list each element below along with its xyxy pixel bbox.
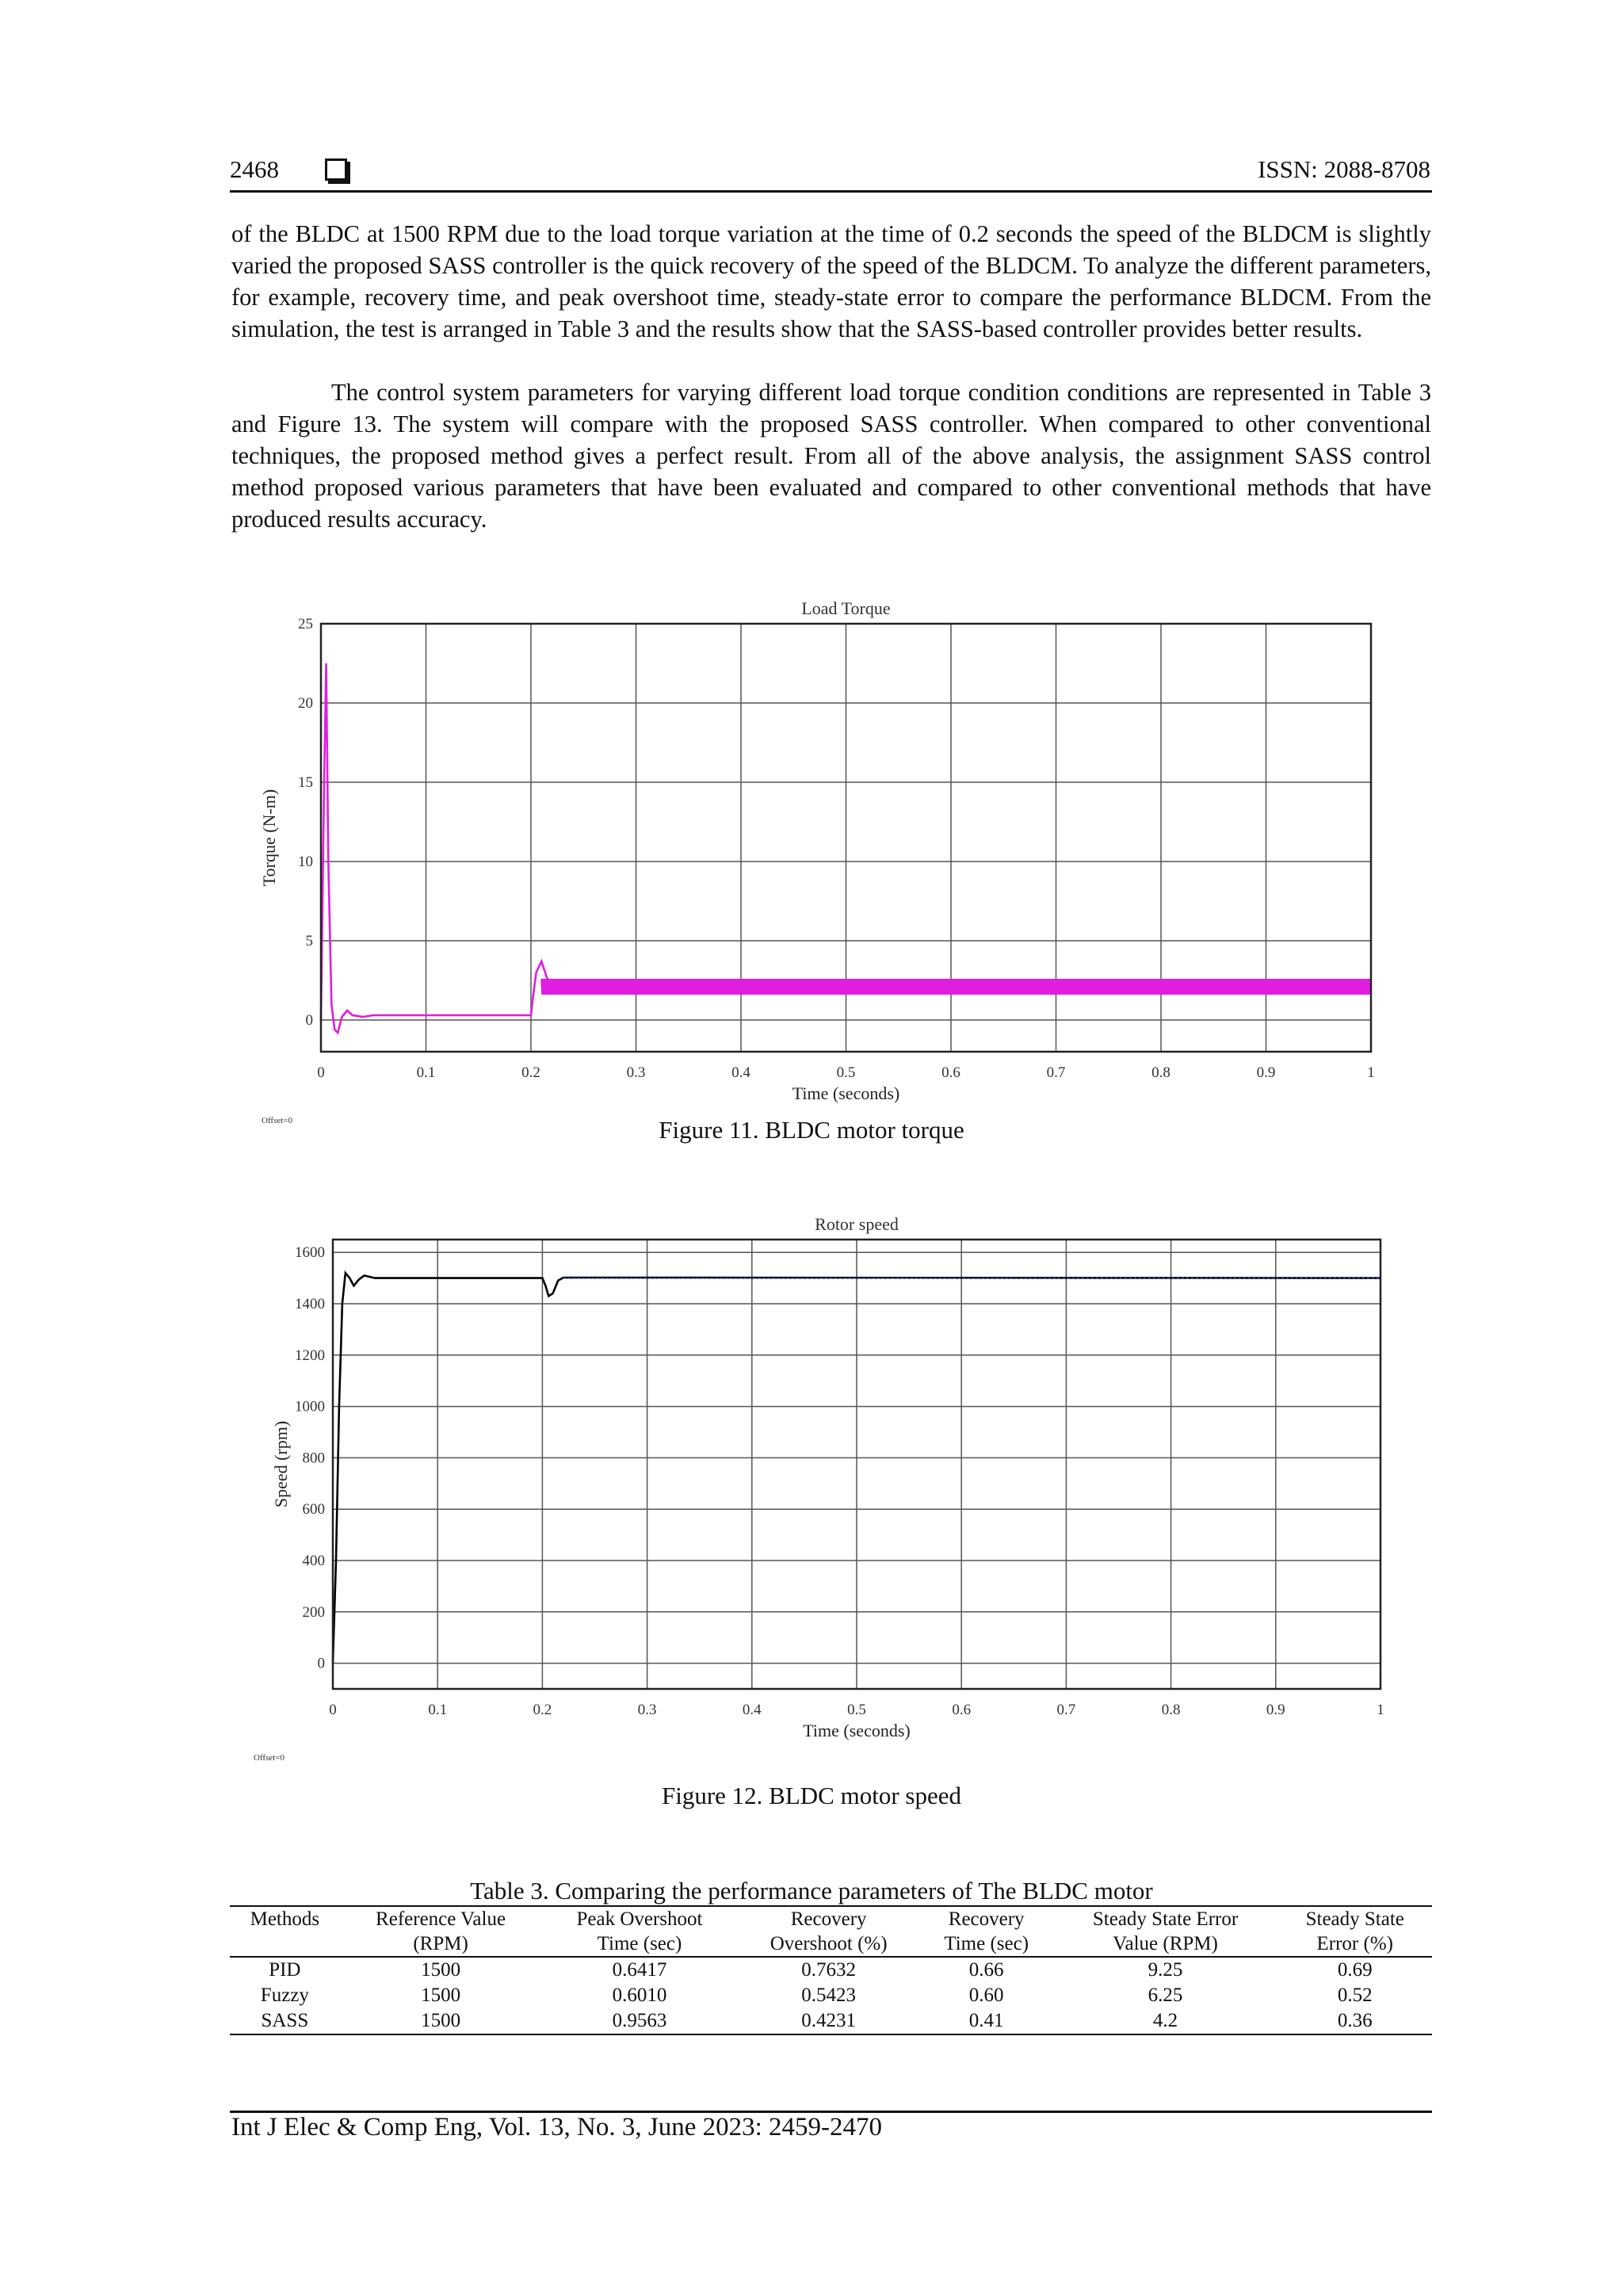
- table-cell: 1500: [421, 2010, 461, 2031]
- table-cell: PID: [269, 1959, 301, 1981]
- footer-citation: Int J Elec & Comp Eng, Vol. 13, No. 3, June 2023: 2459-2470: [231, 2113, 883, 2141]
- y-tick-label: 600: [302, 1501, 325, 1519]
- table-cell: 0.69: [1337, 1959, 1373, 1981]
- table-header-text: (RPM): [413, 1933, 468, 1954]
- table-row: [230, 1957, 1432, 1983]
- x-tick-label: 0.7: [1056, 1702, 1076, 1718]
- paragraph-2: The control system parameters for varying different load torque condition conditions are represented in Table 3 and Figure 13. The system will compare with the proposed SASS controller. When compared to other conventional techniques, the proposed method gives a perfect result. From all of the above analysis, the assignment SASS control method proposed various parameters that have been evaluated and compared to other conventional methods that have produced results accuracy.: [231, 379, 1431, 533]
- table-header-text: Recovery: [948, 1908, 1025, 1930]
- x-tick-label: 0.9: [1266, 1702, 1285, 1718]
- x-tick-label: 0.9: [1256, 1064, 1276, 1081]
- table-cell: 6.25: [1148, 1985, 1183, 2006]
- y-tick-label: 0: [317, 1655, 325, 1672]
- table-cell: SASS: [261, 2010, 309, 2031]
- y-tick-label: 15: [298, 774, 313, 791]
- table-cell: 0.9563: [612, 2010, 667, 2031]
- table-header-text: Time (sec): [597, 1933, 682, 1954]
- table-cell: 0.41: [968, 2010, 1004, 2031]
- y-tick-label: 5: [305, 933, 313, 949]
- y-tick-label: 1000: [295, 1398, 325, 1415]
- table-cell: 0.66: [968, 1959, 1004, 1981]
- figure-11-caption: Figure 11. BLDC motor torque: [659, 1116, 964, 1144]
- table-header-text: Error (%): [1316, 1933, 1393, 1954]
- x-tick-label: 0.1: [428, 1702, 448, 1718]
- table-header-cell: [1277, 1906, 1432, 1957]
- torque-chart: [259, 590, 1395, 1125]
- table-cell: 0.6010: [612, 1985, 667, 2006]
- table-row: [230, 2008, 1432, 2034]
- y-tick-label: 0: [305, 1012, 313, 1029]
- table-header-cell: [738, 1906, 920, 1957]
- table-row: [230, 1983, 1432, 2008]
- x-tick-label: 0: [317, 1064, 325, 1081]
- x-tick-label: 1: [1367, 1064, 1375, 1081]
- table-header-text: Peak Overshoot: [576, 1908, 703, 1930]
- table-header-cell: [920, 1906, 1053, 1957]
- y-tick-label: 1600: [295, 1244, 325, 1262]
- x-tick-label: 0.3: [637, 1702, 657, 1718]
- table-header-text: Reference Value: [376, 1908, 506, 1930]
- table-header-text: [231, 1931, 338, 1956]
- x-tick-label: 0.1: [416, 1064, 436, 1081]
- x-tick-label: 0.4: [731, 1064, 750, 1081]
- y-tick-label: 1200: [295, 1347, 325, 1364]
- table-cell: 4.2: [1152, 2010, 1178, 2031]
- speed-chart: [254, 1205, 1395, 1763]
- y-axis-label: Torque (N-m): [259, 789, 279, 887]
- table-header-text: Time (sec): [944, 1933, 1029, 1954]
- y-tick-label: 20: [298, 695, 313, 712]
- box-icon: [325, 159, 347, 181]
- header-rule: [230, 190, 1432, 193]
- x-tick-label: 0.3: [626, 1064, 646, 1081]
- table-cell: 0.7632: [801, 1959, 857, 1981]
- table-cell: 1500: [421, 1959, 461, 1981]
- x-tick-label: 0.6: [941, 1064, 960, 1081]
- y-axis-label: Speed (rpm): [271, 1420, 291, 1508]
- y-tick-label: 200: [302, 1603, 325, 1621]
- table-cell: 0.4231: [801, 2010, 857, 2031]
- y-tick-label: 1400: [295, 1296, 325, 1312]
- page-number: 2468: [230, 155, 279, 183]
- y-tick-label: 800: [302, 1450, 325, 1467]
- table-header-cell: [541, 1906, 737, 1957]
- table-cell: 0.52: [1337, 1985, 1373, 2006]
- table-header-cell: [1053, 1906, 1278, 1957]
- table-header-text: Methods: [250, 1908, 320, 1930]
- table-header-text: Recovery: [790, 1908, 867, 1930]
- y-tick-label: 25: [298, 616, 313, 632]
- issn-label: ISSN: 2088-8708: [1258, 155, 1430, 183]
- chart-title: Rotor speed: [815, 1214, 899, 1234]
- x-axis-label: Time (seconds): [792, 1083, 900, 1103]
- table-header-text: Value (RPM): [1113, 1933, 1218, 1954]
- table-header-text: Steady State: [1305, 1908, 1404, 1930]
- figure-12-caption: Figure 12. BLDC motor speed: [662, 1782, 961, 1809]
- x-tick-label: 0.5: [847, 1702, 866, 1718]
- x-tick-label: 0.8: [1151, 1064, 1170, 1081]
- chart-title: Load Torque: [801, 598, 891, 618]
- x-tick-label: 0.5: [836, 1064, 856, 1081]
- y-tick-label: 400: [302, 1553, 325, 1569]
- table-title: Table 3. Comparing the performance parameters of The BLDC motor: [470, 1877, 1153, 1904]
- table-cell: 0.5423: [801, 1985, 857, 2006]
- x-tick-label: 0: [329, 1702, 337, 1718]
- x-tick-label: 0.2: [533, 1702, 552, 1718]
- y-tick-label: 10: [298, 854, 313, 870]
- table-cell: Fuzzy: [260, 1985, 309, 2006]
- x-tick-label: 0.7: [1046, 1064, 1066, 1081]
- x-tick-label: 0.6: [952, 1702, 972, 1718]
- table-cell: 0.36: [1337, 2010, 1373, 2031]
- performance-table: [230, 1905, 1432, 2035]
- x-tick-label: 0.8: [1161, 1702, 1181, 1718]
- table-cell: 1500: [421, 1985, 461, 2006]
- table-header-cell: [340, 1906, 542, 1957]
- x-tick-label: 0.4: [742, 1702, 762, 1718]
- torque-ripple-band: [541, 979, 1370, 995]
- offset-label: Offset=0: [262, 1116, 292, 1125]
- x-axis-label: Time (seconds): [803, 1721, 911, 1740]
- x-tick-label: 0.2: [521, 1064, 540, 1081]
- table-header-row: [230, 1906, 1432, 1957]
- table-cell: 0.6417: [612, 1959, 667, 1981]
- offset-label: Offset=0: [254, 1753, 285, 1763]
- paragraph-1: of the BLDC at 1500 RPM due to the load torque variation at the time of 0.2 seconds the speed of the BLDCM is slightly varied the proposed SASS controller is the quick recovery of the speed of the BLDCM. To analyze the different parameters, for example, recovery time, and peak overshoot time, steady-state error to compare the performance BLDCM. From the simulation, the test is arranged in Table 3 and the results show that the SASS-based controller provides better results.: [231, 220, 1431, 342]
- table-header-cell: [230, 1906, 340, 1957]
- table-cell: 9.25: [1148, 1959, 1183, 1981]
- table-header-text: Steady State Error: [1092, 1908, 1239, 1930]
- table-header-text: Overshoot (%): [769, 1933, 888, 1954]
- table-cell: 0.60: [968, 1985, 1004, 2006]
- x-tick-label: 1: [1377, 1702, 1384, 1718]
